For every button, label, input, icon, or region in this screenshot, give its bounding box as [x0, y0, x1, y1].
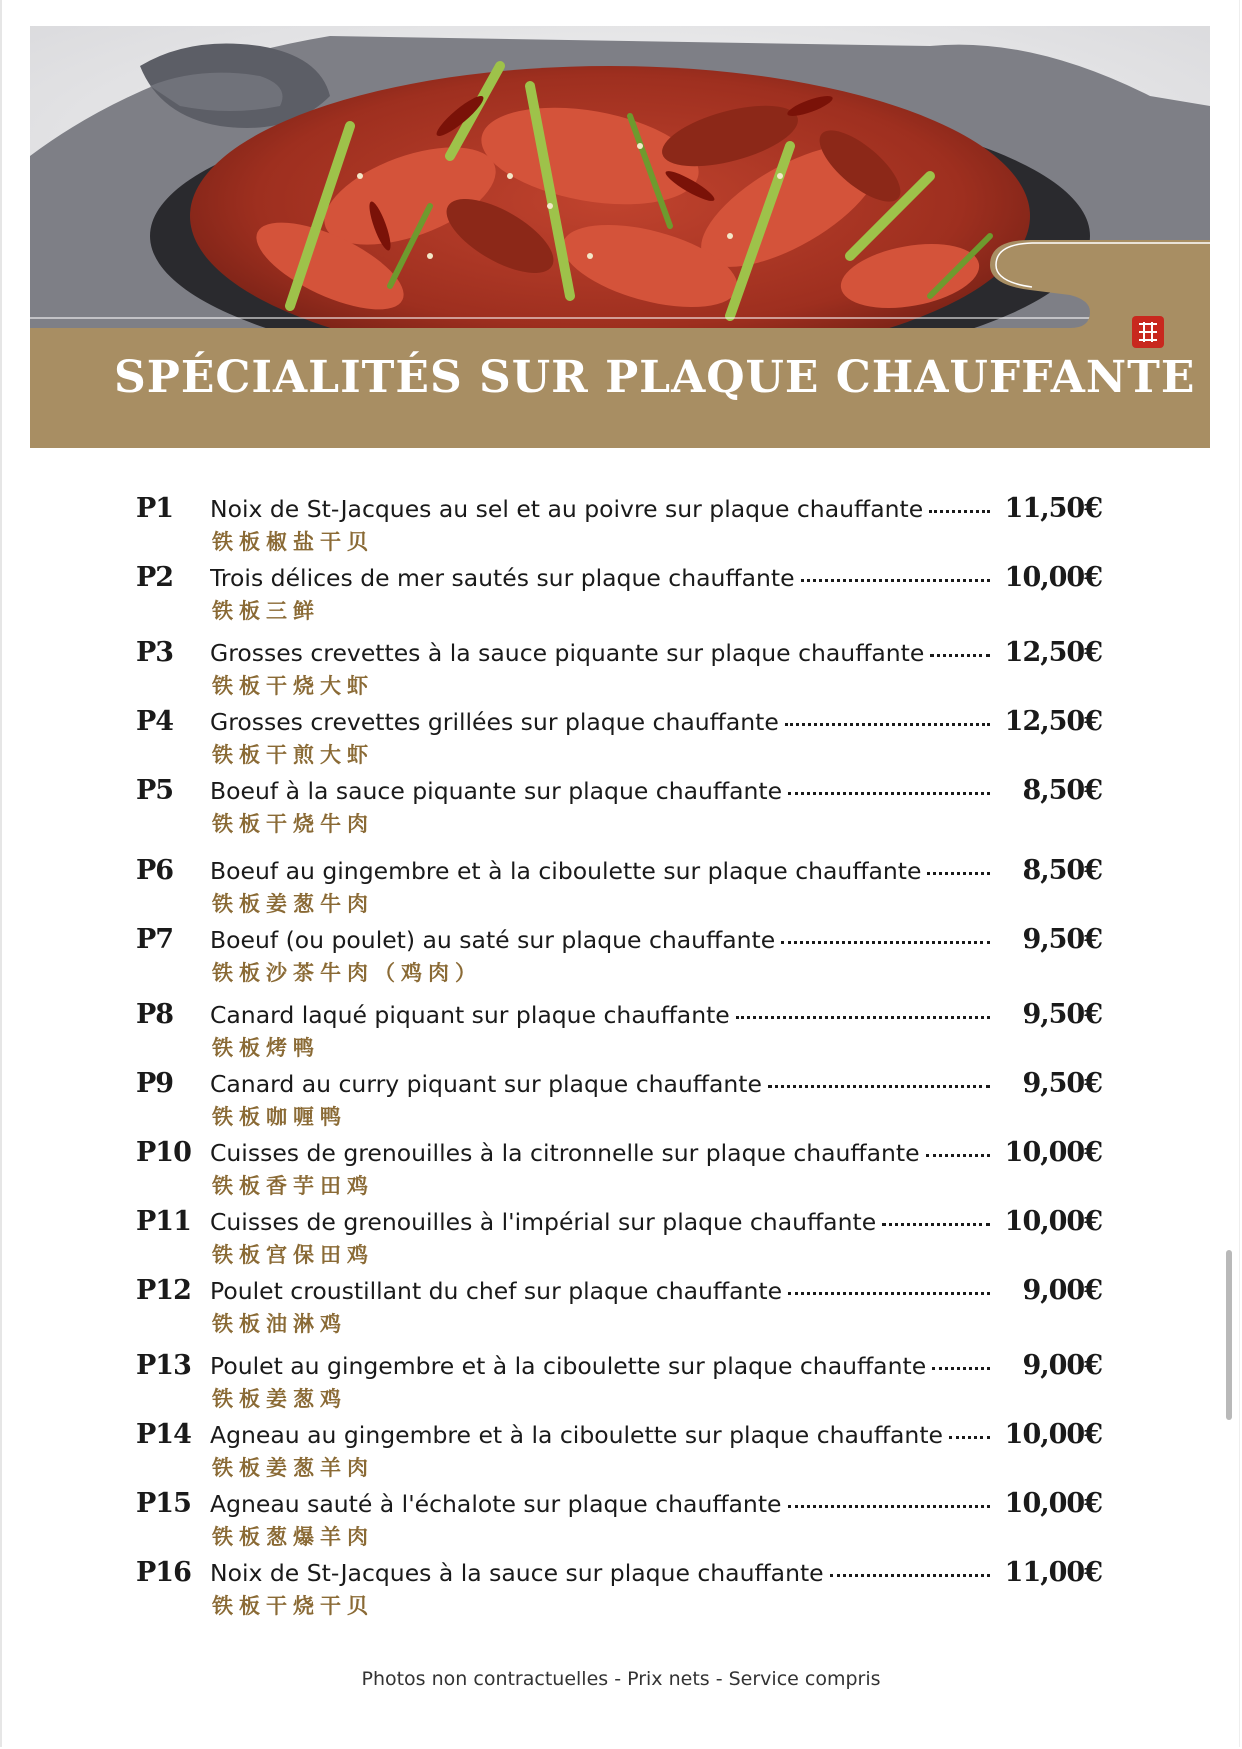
item-name: Boeuf (ou poulet) au saté sur plaque chauffante	[210, 926, 776, 954]
item-price: 10,00€	[1004, 1419, 1102, 1450]
decorative-curl	[990, 240, 1210, 330]
item-price: 8,50€	[1022, 775, 1102, 806]
dot-leader	[785, 723, 990, 726]
title-band	[30, 328, 1210, 448]
menu-item	[0, 1349, 1242, 1417]
item-code: P15	[136, 1488, 191, 1519]
item-name: Grosses crevettes à la sauce piquante sur plaque chauffante	[210, 639, 925, 667]
item-price: 9,00€	[1022, 1350, 1102, 1381]
menu-item	[0, 1274, 1242, 1342]
item-name: Canard au curry piquant sur plaque chauffante	[210, 1070, 762, 1098]
item-code: P8	[136, 999, 174, 1030]
item-name-row	[210, 1349, 990, 1383]
item-chinese-name: 铁板姜葱鸡	[212, 1386, 347, 1411]
item-chinese-name: 铁板三鲜	[212, 598, 320, 623]
item-name: Noix de St-Jacques au sel et au poivre sur plaque chauffante	[210, 495, 924, 523]
item-code: P14	[136, 1419, 191, 1450]
red-seal-icon	[1130, 314, 1166, 350]
item-name-row	[210, 1205, 990, 1239]
item-name: Grosses crevettes grillées sur plaque chauffante	[210, 708, 779, 736]
item-price: 10,00€	[1004, 1206, 1102, 1237]
item-code: P10	[136, 1137, 191, 1168]
item-name-row	[210, 1487, 990, 1521]
item-price: 10,00€	[1004, 1488, 1102, 1519]
item-name: Boeuf à la sauce piquante sur plaque chauffante	[210, 777, 783, 805]
item-chinese-name: 铁板姜葱羊肉	[212, 1455, 374, 1480]
dot-leader	[930, 654, 990, 657]
dot-leader	[736, 1016, 990, 1019]
item-chinese-name: 铁板姜葱牛肉	[212, 891, 374, 916]
item-price: 8,50€	[1022, 855, 1102, 886]
menu-item	[0, 1205, 1242, 1273]
item-chinese-name: 铁板香芋田鸡	[212, 1173, 374, 1198]
dot-leader	[788, 1292, 990, 1295]
item-name: Agneau sauté à l'échalote sur plaque chauffante	[210, 1490, 782, 1518]
menu-item	[0, 561, 1242, 629]
item-chinese-name: 铁板葱爆羊肉	[212, 1524, 374, 1549]
item-chinese-name: 铁板干煎大虾	[212, 742, 374, 767]
dot-leader	[781, 941, 990, 944]
item-code: P7	[136, 924, 174, 955]
item-price: 10,00€	[1004, 1137, 1102, 1168]
item-chinese-name: 铁板干烧大虾	[212, 673, 374, 698]
item-chinese-name: 铁板干烧干贝	[212, 1593, 374, 1618]
menu-item	[0, 1136, 1242, 1204]
item-name: Agneau au gingembre et à la ciboulette sur plaque chauffante	[210, 1421, 943, 1449]
item-name: Canard laqué piquant sur plaque chauffante	[210, 1001, 730, 1029]
item-price: 10,00€	[1004, 562, 1102, 593]
item-name-row	[210, 1418, 990, 1452]
item-name-row	[210, 923, 990, 957]
menu-item	[0, 705, 1242, 773]
item-chinese-name: 铁板干烧牛肉	[212, 811, 374, 836]
item-code: P16	[136, 1557, 191, 1588]
menu-item	[0, 1556, 1242, 1624]
item-price: 11,00€	[1004, 1557, 1102, 1588]
dot-leader	[788, 792, 990, 795]
menu-item	[0, 774, 1242, 842]
item-name: Noix de St-Jacques à la sauce sur plaque chauffante	[210, 1559, 824, 1587]
menu-item	[0, 854, 1242, 922]
item-chinese-name: 铁板油淋鸡	[212, 1311, 347, 1336]
item-price: 11,50€	[1004, 493, 1102, 524]
item-chinese-name: 铁板椒盐干贝	[212, 529, 374, 554]
item-chinese-name: 铁板宫保田鸡	[212, 1242, 374, 1267]
item-name: Cuisses de grenouilles à la citronnelle sur plaque chauffante	[210, 1139, 920, 1167]
item-name: Poulet croustillant du chef sur plaque chauffante	[210, 1277, 783, 1305]
item-chinese-name: 铁板咖喱鸭	[212, 1104, 347, 1129]
item-code: P4	[136, 706, 174, 737]
footer-note: Photos non contractuelles - Prix nets - Service compris	[361, 1668, 881, 1690]
item-name-row	[210, 1136, 990, 1170]
item-code: P5	[136, 775, 174, 806]
item-code: P3	[136, 637, 174, 668]
item-name-row	[210, 1274, 990, 1308]
item-name: Cuisses de grenouilles à l'impérial sur plaque chauffante	[210, 1208, 877, 1236]
page-title: SPÉCIALITÉS SUR PLAQUE CHAUFFANTE	[114, 352, 1196, 403]
item-name-row	[210, 561, 990, 595]
scrollbar[interactable]	[1226, 1250, 1232, 1420]
item-code: P9	[136, 1068, 174, 1099]
dot-leader	[927, 872, 990, 875]
menu-item	[0, 636, 1242, 704]
menu-item	[0, 1487, 1242, 1555]
item-name-row	[210, 636, 990, 670]
dot-leader	[882, 1223, 990, 1226]
dot-leader	[929, 510, 990, 513]
dot-leader	[801, 579, 990, 582]
item-name-row	[210, 705, 990, 739]
menu-item	[0, 1418, 1242, 1486]
item-price: 12,50€	[1004, 637, 1102, 668]
item-price: 9,50€	[1022, 999, 1102, 1030]
menu-item	[0, 923, 1242, 991]
dot-leader	[830, 1574, 990, 1577]
item-name-row	[210, 854, 990, 888]
item-name: Trois délices de mer sautés sur plaque chauffante	[210, 564, 795, 592]
dot-leader	[926, 1154, 990, 1157]
menu-item	[0, 492, 1242, 560]
item-code: P12	[136, 1275, 191, 1306]
item-name-row	[210, 1067, 990, 1101]
item-price: 9,00€	[1022, 1275, 1102, 1306]
item-price: 9,50€	[1022, 1068, 1102, 1099]
dot-leader	[788, 1505, 991, 1508]
item-chinese-name: 铁板沙茶牛肉（鸡肉）	[212, 960, 482, 985]
menu-item	[0, 998, 1242, 1066]
item-name-row	[210, 1556, 990, 1590]
item-code: P6	[136, 855, 174, 886]
item-code: P11	[136, 1206, 191, 1237]
item-price: 12,50€	[1004, 706, 1102, 737]
item-code: P2	[136, 562, 174, 593]
item-name: Poulet au gingembre et à la ciboulette sur plaque chauffante	[210, 1352, 927, 1380]
item-name-row	[210, 492, 990, 526]
item-price: 9,50€	[1022, 924, 1102, 955]
item-name: Boeuf au gingembre et à la ciboulette sur plaque chauffante	[210, 857, 922, 885]
dot-leader	[768, 1085, 990, 1088]
item-chinese-name: 铁板烤鸭	[212, 1035, 320, 1060]
dot-leader	[949, 1436, 990, 1439]
item-name-row	[210, 774, 990, 808]
item-code: P1	[136, 493, 174, 524]
menu-item	[0, 1067, 1242, 1135]
item-code: P13	[136, 1350, 191, 1381]
item-name-row	[210, 998, 990, 1032]
dot-leader	[932, 1367, 990, 1370]
